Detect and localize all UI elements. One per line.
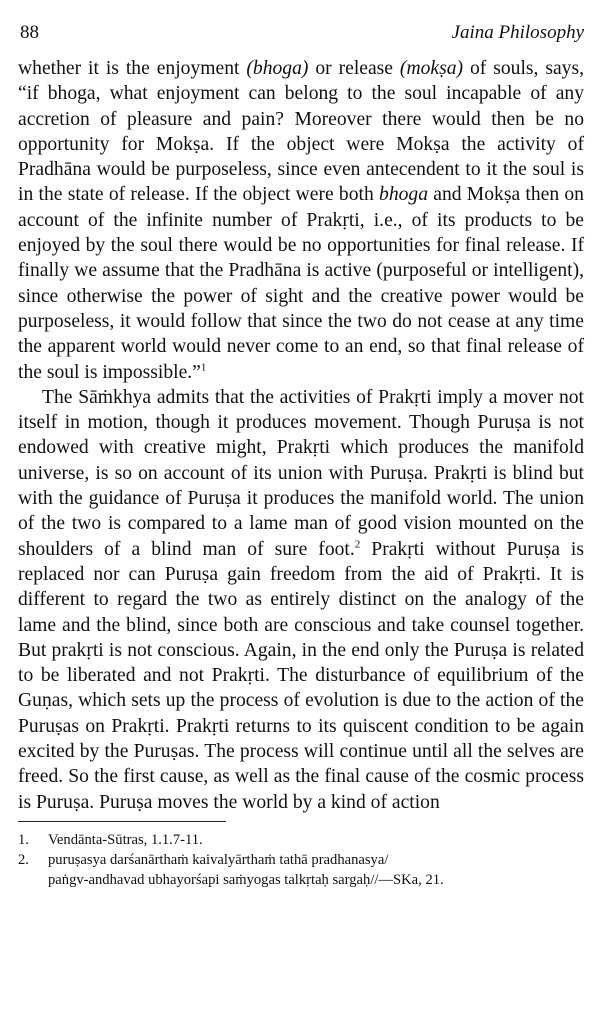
p1-term-bhoga-2: bhoga <box>379 184 428 206</box>
footnote-number: 1. <box>18 831 29 848</box>
p1-text: and Mokṣa then on account of the infinite number of Prakṛti, i.e., of its products to be enjoyed by the soul there would be no opportunities for final release. If finally we assume that the Pradhāna is active (purposeful or intelligent), since otherwise the power of sight and the creative power would be purposeless, it would follow that since the two do not cease at any time the apparent world would never come to an end, so that final release of the soul is impossible.” <box>18 184 584 383</box>
book-page <box>18 18 584 890</box>
running-title: Jaina Philosophy <box>451 22 584 43</box>
p1-term-bhoga: (bhoga) <box>246 58 309 79</box>
footnote-line: puruṣasya darśanārthaṁ kaivalyārthaṁ tathā pradhanasya/ <box>48 851 389 868</box>
footnote-1 <box>18 830 584 850</box>
p1-text: whether it is the enjoyment <box>18 58 247 79</box>
paragraph-1 <box>18 56 584 385</box>
footnote-text: Vendānta-Sūtras, 1.1.7-11. <box>48 831 203 848</box>
page-header <box>18 18 584 48</box>
p2-text: The Sāṁkhya admits that the activities of Prakṛti imply a mover not itself in motion, though it produces movement. Though Puruṣa is not endowed with creative might, Prakṛti which produces the manifold universe, is so on account of its union with Puruṣa. Prakṛti is blind but with the guidance of Puruṣa it produces the manifold world. The union of the two is compared to a lame man of good vision mounted on the shoulders of a blind man of sure foot. <box>18 386 584 560</box>
body-text <box>18 56 584 815</box>
p1-text: of souls, says, “if bhoga, what enjoyment can belong to the soul incapable of any accretion of pleasure and pain? Moreover there would then be no opportunity for Mokṣa. If the object were Mokṣa the activity of Pradhāna would be purposeless, since even antecendent to it the soul is in the state of release. If the object were both <box>18 58 584 206</box>
footnote-text <box>48 850 584 890</box>
footnotes <box>18 830 584 890</box>
footnote-divider <box>18 821 226 822</box>
footnote-ref-2: 2 <box>354 538 361 551</box>
page-number: 88 <box>20 22 39 43</box>
footnote-2 <box>18 850 584 890</box>
footnote-line: paṅgv-andhavad ubhayorśapi saṁyogas talkṛtaḥ sargaḥ//—SKa, 21. <box>48 871 444 888</box>
paragraph-2 <box>18 385 584 815</box>
footnote-number: 2. <box>18 851 29 868</box>
p1-text: or release <box>308 58 400 79</box>
footnote-ref-1: 1 <box>200 361 207 374</box>
p2-text: Prakṛti without Puruṣa is replaced nor can Puruṣa gain freedom from the aid of Prakṛti. It is different to regard the two as entirely distinct on the analogy of the lame and the blind, since both are conscious and take counsel together. But prakṛti is not conscious. Again, in the end only the Puruṣa is related to be liberated and not Prakṛti. The disturbance of equilibrium of the Guṇas, which sets up the process of evolution is due to the action of the Puruṣas on Prakṛti. Prakṛti returns to its quiscent condition to be again excited by the Puruṣas. The process will continue until all the selves are freed. So the first cause, as well as the final cause of the cosmic process is Puruṣa. Puruṣa moves the world by a kind of action <box>18 538 584 813</box>
p1-term-moksa: (mokṣa) <box>399 58 464 79</box>
